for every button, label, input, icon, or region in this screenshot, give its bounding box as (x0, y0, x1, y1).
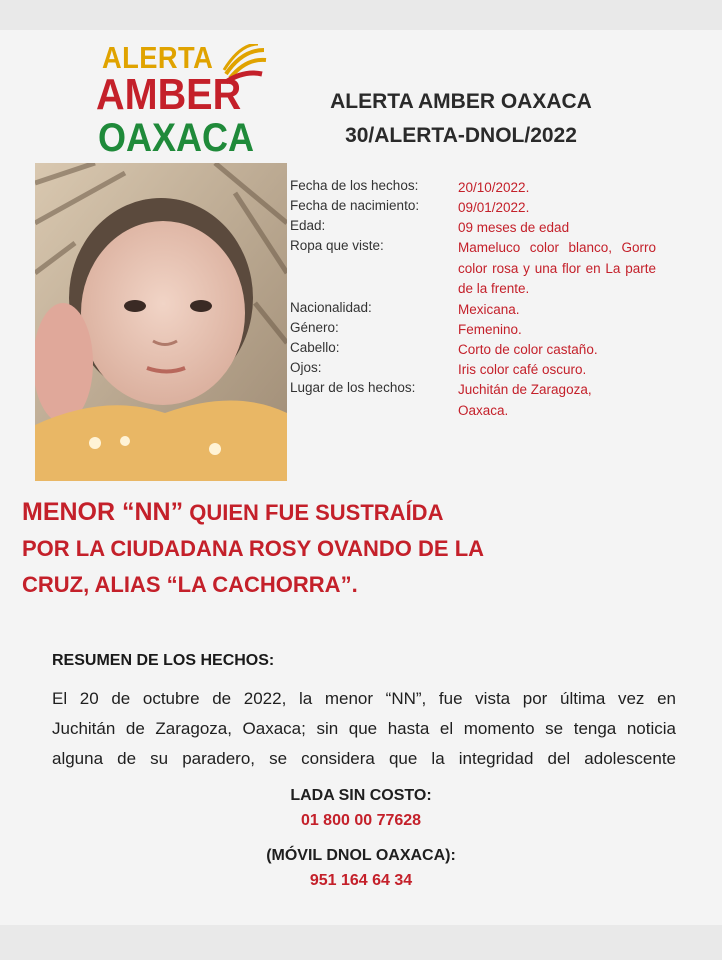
top-band (0, 0, 722, 30)
detail-value: 09 meses de edad (458, 220, 570, 235)
detail-label: Ojos: (290, 360, 322, 375)
summary-line: alguna de su paradero, se considera que la integridad del adolescente (52, 749, 676, 768)
summary-title: RESUMEN DE LOS HECHOS: (52, 652, 275, 669)
movil-label: (MÓVIL DNOL OAXACA): (266, 847, 456, 864)
details-table (290, 178, 690, 422)
detail-label: Género: (290, 320, 339, 335)
detail-row (290, 320, 690, 340)
bottom-band (0, 925, 722, 960)
detail-row (290, 238, 690, 300)
headline-line3: CRUZ, ALIAS “LA CACHORRA”. (22, 572, 358, 597)
movil-number: 951 164 64 34 (309, 872, 413, 889)
summary-line: El 20 de octubre de 2022, la menor “NN”, fue vista por última vez en (52, 689, 676, 708)
detail-row (290, 340, 690, 360)
logo-line-oaxaca: OAXACA (98, 116, 255, 160)
detail-value: 20/10/2022. (458, 180, 530, 195)
detail-label: Lugar de los hechos: (290, 380, 416, 395)
detail-value: 09/01/2022. (458, 200, 530, 215)
detail-row (290, 380, 690, 422)
detail-label: Ropa que viste: (290, 238, 384, 253)
detail-value: Juchitán de Zaragoza, Oaxaca. (458, 382, 592, 418)
detail-value: Corto de color castaño. (458, 342, 598, 357)
headline-menor-nn: MENOR “NN” (22, 498, 184, 526)
logo-line-amber: AMBER (96, 70, 242, 119)
lada-label: LADA SIN COSTO: (290, 787, 432, 804)
detail-row (290, 360, 690, 380)
headline (22, 494, 542, 603)
detail-value: Mameluco color blanco, Gorro color rosa y una flor en La parte de la frente. (458, 240, 656, 296)
detail-row (290, 178, 690, 198)
lada-number: 01 800 00 77628 (300, 812, 422, 829)
detail-value: Iris color café oscuro. (458, 362, 587, 377)
alerta-amber-logo (96, 40, 271, 160)
detail-value: Mexicana. (458, 302, 520, 317)
detail-label: Fecha de los hechos: (290, 178, 419, 193)
headline-part2: QUIEN FUE SUSTRAÍDA (183, 500, 444, 525)
detail-row (290, 198, 690, 218)
detail-row (290, 218, 690, 238)
detail-row (290, 300, 690, 320)
detail-value: Femenino. (458, 322, 522, 337)
detail-label: Cabello: (290, 340, 340, 355)
logo-swoosh-icon (222, 44, 268, 84)
page-title: ALERTA AMBER OAXACA (330, 90, 592, 113)
detail-label: Edad: (290, 218, 326, 233)
summary-line: Juchitán de Zaragoza, Oaxaca; sin que hasta el momento se tenga noticia (52, 719, 676, 738)
logo-line-alerta: ALERTA (102, 40, 214, 75)
alert-code: 30/ALERTA-DNOL/2022 (345, 124, 577, 147)
child-photo (35, 163, 287, 481)
detail-label: Nacionalidad: (290, 300, 372, 315)
summary-text (52, 684, 676, 774)
detail-label: Fecha de nacimiento: (290, 198, 420, 213)
headline-line2: POR LA CIUDADANA ROSY OVANDO DE LA (22, 536, 485, 561)
